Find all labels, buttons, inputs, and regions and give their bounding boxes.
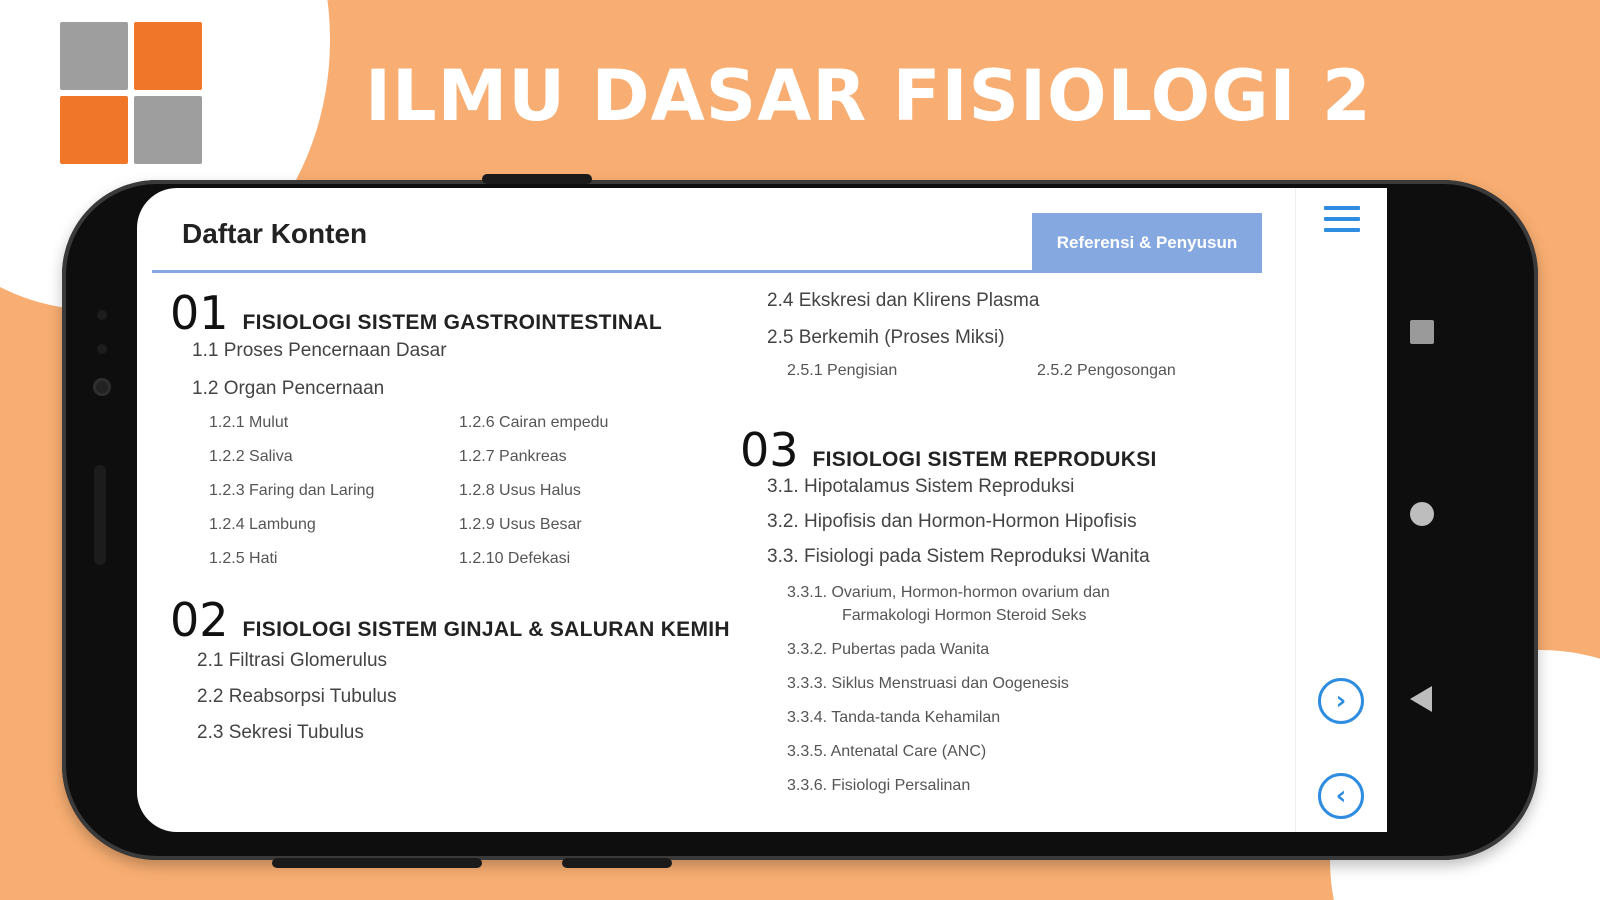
list-item[interactable]: 2.1 Filtrasi Glomerulus bbox=[197, 650, 388, 671]
section-number: 02 bbox=[170, 593, 229, 647]
section-03-header[interactable] bbox=[740, 423, 1157, 477]
list-item[interactable]: 2.2 Reabsorpsi Tubulus bbox=[197, 686, 397, 707]
list-item[interactable]: 2.5 Berkemih (Proses Miksi) bbox=[767, 327, 1005, 348]
list-item[interactable]: 2.5.2 Pengosongan bbox=[1037, 362, 1176, 379]
camera-sensors bbox=[97, 310, 111, 420]
section-02-header[interactable] bbox=[170, 593, 730, 647]
list-item[interactable]: 3.3.2. Pubertas pada Wanita bbox=[787, 641, 990, 658]
section-name: FISIOLOGI SISTEM REPRODUKSI bbox=[812, 448, 1157, 471]
list-item[interactable]: 1.1 Proses Pencernaan Dasar bbox=[192, 340, 447, 361]
list-item[interactable]: 1.2.3 Faring dan Laring bbox=[209, 482, 375, 499]
section-number: 03 bbox=[740, 423, 799, 477]
list-item[interactable]: 1.2.4 Lambung bbox=[209, 516, 316, 533]
page-title: Daftar Konten bbox=[182, 218, 368, 249]
header-divider bbox=[152, 270, 1262, 273]
referensi-penyusun-button[interactable]: Referensi & Penyusun bbox=[1032, 213, 1262, 273]
phone-frame bbox=[62, 180, 1538, 860]
chevron-left-icon[interactable]: ‹ bbox=[1318, 773, 1364, 819]
list-item[interactable]: 2.3 Sekresi Tubulus bbox=[197, 722, 364, 743]
home-icon[interactable] bbox=[1410, 502, 1434, 526]
list-item[interactable]: 3.3.3. Siklus Menstruasi dan Oogenesis bbox=[787, 675, 1069, 692]
section-number: 01 bbox=[170, 286, 229, 340]
right-sidebar bbox=[1295, 188, 1387, 832]
section-01-header[interactable] bbox=[170, 286, 662, 340]
list-item[interactable]: 1.2.10 Defekasi bbox=[459, 550, 571, 567]
list-item[interactable]: 3.3.6. Fisiologi Persalinan bbox=[787, 777, 971, 794]
app-logo bbox=[60, 22, 202, 164]
section-name: FISIOLOGI SISTEM GINJAL & SALURAN KEMIH bbox=[242, 618, 730, 641]
list-item[interactable]: 1.2.9 Usus Besar bbox=[459, 516, 582, 533]
list-item[interactable]: 3.2. Hipofisis dan Hormon-Hormon Hipofisis bbox=[767, 511, 1137, 532]
hamburger-icon[interactable] bbox=[1324, 206, 1360, 236]
list-item[interactable]: 3.3. Fisiologi pada Sistem Reproduksi Wanita bbox=[767, 546, 1150, 567]
list-item[interactable]: 3.1. Hipotalamus Sistem Reproduksi bbox=[767, 476, 1075, 497]
chevron-right-icon[interactable]: › bbox=[1318, 678, 1364, 724]
back-icon[interactable] bbox=[1410, 686, 1432, 712]
list-item[interactable]: 1.2.7 Pankreas bbox=[459, 448, 567, 465]
list-item[interactable]: 1.2.6 Cairan empedu bbox=[459, 414, 609, 431]
list-item[interactable]: 3.3.5. Antenatal Care (ANC) bbox=[787, 743, 987, 760]
list-item[interactable]: 2.5.1 Pengisian bbox=[787, 362, 898, 379]
app-screen bbox=[137, 188, 1387, 832]
list-item[interactable]: 1.2.2 Saliva bbox=[209, 448, 293, 465]
list-item[interactable]: 1.2.5 Hati bbox=[209, 550, 278, 567]
app-title: ILMU DASAR FISIOLOGI 2 bbox=[365, 55, 1372, 137]
list-item-continuation[interactable]: Farmakologi Hormon Steroid Seks bbox=[842, 607, 1087, 624]
list-item[interactable]: 1.2.8 Usus Halus bbox=[459, 482, 581, 499]
list-item[interactable]: 2.4 Ekskresi dan Klirens Plasma bbox=[767, 290, 1040, 311]
section-name: FISIOLOGI SISTEM GASTROINTESTINAL bbox=[242, 311, 662, 334]
list-item[interactable]: 1.2 Organ Pencernaan bbox=[192, 378, 385, 399]
phone-speaker bbox=[94, 465, 106, 565]
list-item[interactable]: 1.2.1 Mulut bbox=[209, 414, 289, 431]
list-item[interactable]: 3.3.1. Ovarium, Hormon-hormon ovarium dan bbox=[787, 584, 1110, 601]
recent-apps-icon[interactable] bbox=[1410, 320, 1434, 344]
list-item[interactable]: 3.3.4. Tanda-tanda Kehamilan bbox=[787, 709, 1001, 726]
